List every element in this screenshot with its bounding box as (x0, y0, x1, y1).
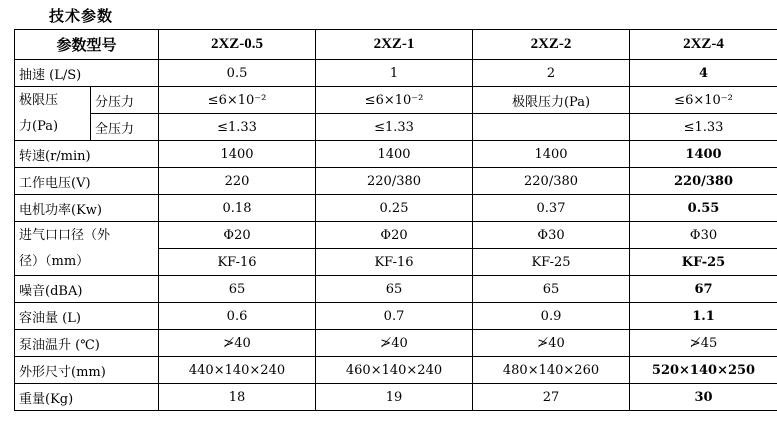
cell-value: ≯45 (630, 330, 777, 357)
cell-value: Φ20 (316, 222, 473, 249)
table-row (15, 114, 777, 141)
row-label-rotation-speed: 转速(r/min) (15, 141, 159, 168)
header-model-2xz-4: 2XZ-4 (630, 30, 777, 60)
table-row (15, 60, 777, 87)
header-model-2xz-1: 2XZ-1 (316, 30, 473, 60)
label-line: 进气口口径（外 (19, 227, 111, 243)
cell-value: 1400 (316, 141, 473, 168)
cell-value: ≤1.33 (159, 114, 316, 141)
table-row (15, 168, 777, 195)
cell-value: 220/380 (316, 168, 473, 195)
table-row (15, 141, 777, 168)
cell-value: 65 (473, 276, 630, 303)
table-row (15, 384, 777, 411)
cell-value: 220/380 (630, 168, 777, 195)
table-row (15, 276, 777, 303)
cell-value: 0.37 (473, 195, 630, 222)
cell-value: 0.55 (630, 195, 777, 222)
cell-value: 0.6 (159, 303, 316, 330)
cell-value: 30 (630, 384, 777, 411)
cell-value: ≤1.33 (630, 114, 777, 141)
cell-value: KF-25 (473, 249, 630, 276)
row-label-oil-temp-rise: 泵油温升 (℃) (15, 330, 159, 357)
spec-table (14, 29, 777, 411)
cell-value: ≤6×10⁻² (630, 87, 777, 114)
cell-value: Φ30 (473, 222, 630, 249)
cell-value: ≤6×10⁻² (316, 87, 473, 114)
table-row (15, 330, 777, 357)
cell-value: 65 (159, 276, 316, 303)
cell-value (473, 114, 630, 141)
cell-value: Φ30 (630, 222, 777, 249)
row-label-motor-power: 电机功率(Kw) (15, 195, 159, 222)
row-label-inlet (15, 222, 159, 276)
cell-value: ≤6×10⁻² (159, 87, 316, 114)
row-label-pump-speed: 抽速 (L/S) (15, 60, 159, 87)
label-line: 极限压 (19, 92, 59, 108)
table-row (15, 222, 777, 249)
cell-value: 440×140×240 (159, 357, 316, 384)
row-label-weight: 重量(Kg) (15, 384, 159, 411)
cell-value: ≯40 (159, 330, 316, 357)
section-title: 技术参数 (49, 7, 114, 25)
cell-value: 18 (159, 384, 316, 411)
cell-value: 1 (316, 60, 473, 87)
cell-value: 520×140×250 (630, 357, 777, 384)
sub-label-total-pressure: 全压力 (91, 114, 159, 141)
row-label-voltage: 工作电压(V) (15, 168, 159, 195)
label-line: 径）（mm） (19, 253, 90, 269)
sub-label-partial-pressure: 分压力 (91, 87, 159, 114)
row-label-oil-capacity: 容油量 (L) (15, 303, 159, 330)
cell-value: 极限压力(Pa) (473, 87, 630, 114)
cell-value: 67 (630, 276, 777, 303)
cell-value: 220 (159, 168, 316, 195)
cell-value: KF-25 (630, 249, 777, 276)
cell-value: 480×140×260 (473, 357, 630, 384)
cell-value: 0.25 (316, 195, 473, 222)
cell-value: KF-16 (316, 249, 473, 276)
cell-value: 1400 (159, 141, 316, 168)
cell-value: KF-16 (159, 249, 316, 276)
table-header-row (15, 30, 777, 60)
cell-value: 4 (630, 60, 777, 87)
row-label-dimensions: 外形尺寸(mm) (15, 357, 159, 384)
header-param-model: 参数型号 (15, 30, 159, 60)
cell-value: 0.7 (316, 303, 473, 330)
cell-value: 19 (316, 384, 473, 411)
table-row (15, 195, 777, 222)
row-label-noise: 噪音(dBA) (15, 276, 159, 303)
header-model-2xz-0.5: 2XZ-0.5 (159, 30, 316, 60)
row-label-ultimate-pressure (15, 87, 91, 141)
cell-value: ≯40 (473, 330, 630, 357)
cell-value: 2 (473, 60, 630, 87)
cell-value: 0.5 (159, 60, 316, 87)
cell-value: 460×140×240 (316, 357, 473, 384)
table-row (15, 303, 777, 330)
cell-value: ≤1.33 (316, 114, 473, 141)
cell-value: Φ20 (159, 222, 316, 249)
cell-value: 1.1 (630, 303, 777, 330)
cell-value: 0.18 (159, 195, 316, 222)
label-line: 力(Pa) (19, 118, 59, 134)
table-row (15, 87, 777, 114)
cell-value: 1400 (630, 141, 777, 168)
cell-value: ≯40 (316, 330, 473, 357)
cell-value: 1400 (473, 141, 630, 168)
cell-value: 65 (316, 276, 473, 303)
cell-value: 220/380 (473, 168, 630, 195)
cell-value: 0.9 (473, 303, 630, 330)
table-row (15, 357, 777, 384)
cell-value: 27 (473, 384, 630, 411)
header-model-2xz-2: 2XZ-2 (473, 30, 630, 60)
